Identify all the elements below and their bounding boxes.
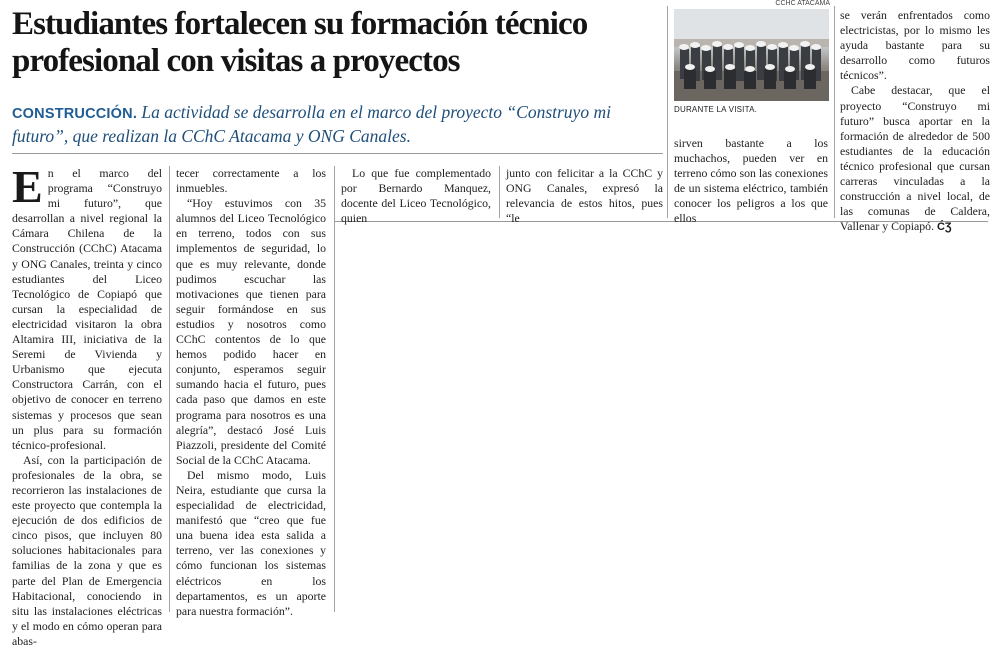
article-column-3 [341, 166, 491, 226]
column-divider [169, 166, 170, 612]
paragraph: Así, con la participación de profesionales de la obra, se recorrieron las instalaciones de este proyecto que contempla la ejecución de dos edificios de cinco pisos, que incluyen 80 soluciones habitacionales para familias de la zona y que es parte del Plan de Emergencia Habitacional, conociendo in situ las instalaciones eléctricas y el modo en cómo operan para abas- [12, 452, 162, 648]
lead-text: La actividad se desarrolla en el marco del proyecto “Construyo mi futuro”, que realizan la CChC Atacama y ONG Canales. [12, 102, 611, 146]
article-column-6 [840, 8, 990, 235]
group-photo-illustration [674, 9, 829, 101]
drop-cap: E [12, 161, 43, 212]
article-photo [674, 9, 829, 101]
paragraph: “Hoy estuvimos con 35 alumnos del Liceo Tecnológico en terreno, todos con sus implementos de seguridad, lo que es muy relevante, donde pudimos escuchar las motivaciones que tienen para seguir formándose en sus estudios y nosotros como CChC contentos de lo que hemos podido hacer en conjunto, esperamos seguir sumando hacia el futuro, pues cada paso que damos en este programa para nosotros es una alegría”, destacó José Luis Piazzoli, presidente del Comité Social de la CChC Atacama. [176, 196, 326, 467]
column-divider [499, 166, 500, 218]
paragraph-text: Cabe destacar, que el proyecto “Construyo mi futuro” busca aportar en la formación de alrededor de 500 estudiantes de la educación técnico profesional que cursan carreras vinculadas a la construcción a nivel local, de las comunas de Caldera, Vallenar y Copiapó. [840, 83, 990, 234]
article-column-4 [506, 166, 663, 226]
lead-paragraph [12, 101, 662, 147]
article-column-1 [12, 161, 162, 649]
article-column-2 [176, 166, 326, 619]
paragraph [840, 83, 990, 235]
article-column-5 [674, 136, 828, 227]
paragraph: Del mismo modo, Luis Neira, estudiante que cursa la especialidad de electricidad, manifestó que “creo que fue una buena idea esta salida a terreno, ver las conexiones y cómo funcionan los sistemas eléctricos en los departamentos, es un aporte para nuestra formación”. [176, 467, 326, 618]
column-divider [667, 6, 668, 218]
paragraph [12, 161, 162, 453]
paragraph-text: n el marco del programa “Construyo mi futuro”, que desarrollan a nivel regional la Cámara Chilena de la Construcción (CChC) Atacama y ONG Canales, treinta y cinco estudiantes del Liceo Tecnológico de Copiapó que cursan la especialidad de electricidad visitaron la obra Altamira III, iniciativa de la Seremi de Vivienda y Urbanismo que ejecuta Constructora Carrán, con el objetivo de conocer en terreno sistemas y procesos que sean un plus para su formación técnico-profesional. [12, 166, 162, 452]
section-label: CONSTRUCCIÓN. [12, 106, 138, 122]
column-divider [834, 6, 835, 218]
paragraph: sirven bastante a los muchachos, pueden ver en terreno cómo son las conexiones de un sistema eléctrico, también conocer los peligros a los que ellos [674, 136, 828, 226]
paragraph: se verán enfrentados como electricistas, por lo mismo les ayuda bastante para su desarrollo como futuros técnicos”. [840, 8, 990, 83]
paragraph: tecer correctamente a los inmuebles. [176, 166, 326, 196]
paragraph: junto con felicitar a la CChC y ONG Canales, expresó la relevancia de estos hitos, pues “le [506, 166, 663, 226]
photo-credit: CCHC ATACAMA [775, 0, 830, 7]
photo-caption: DURANTE LA VISITA. [674, 105, 758, 114]
end-mark-icon: ĆƷ [936, 221, 952, 234]
paragraph: Lo que fue complementado por Bernardo Manquez, docente del Liceo Tecnológico, quien [341, 166, 491, 226]
column-divider [334, 166, 335, 612]
headline: Estudiantes fortalecen su formación técnico profesional con visitas a proyectos [12, 6, 588, 79]
lead-divider [12, 153, 663, 154]
